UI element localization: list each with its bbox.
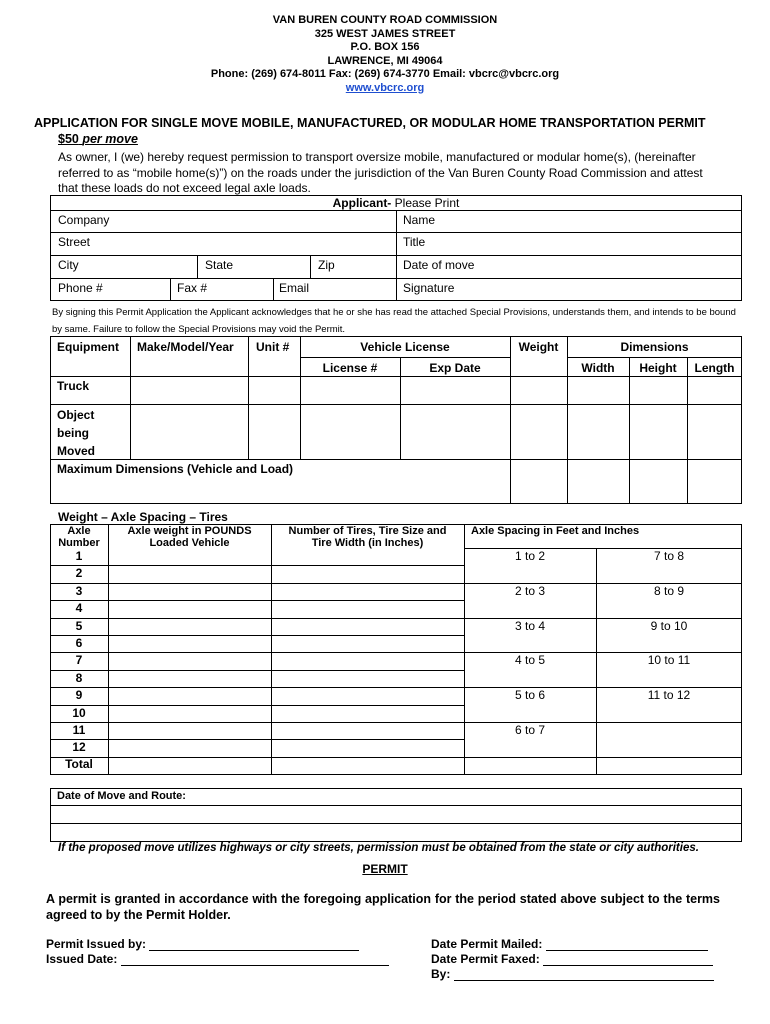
state-field[interactable]: State <box>205 258 234 272</box>
date-faxed-label: Date Permit Faxed: <box>431 952 540 966</box>
col-axle-weight <box>108 525 271 549</box>
col-axle-spacing: Axle Spacing in Feet and Inches <box>471 525 640 537</box>
axle-number: 5 <box>75 618 83 633</box>
fax-field[interactable]: Fax # <box>177 281 208 295</box>
col-unit: Unit # <box>256 340 290 354</box>
fee-unit: per move <box>82 132 138 146</box>
col-axle-label-1: Axle <box>67 525 91 537</box>
org-street: 325 WEST JAMES STREET <box>314 27 456 40</box>
row-object-1: Object <box>57 408 95 422</box>
org-pobox: P.O. BOX 156 <box>350 41 420 53</box>
axle-number: 3 <box>75 583 83 598</box>
axle-spacing-left: 4 to 5 <box>514 653 546 668</box>
col-tires-label-1: Number of Tires, Tire Size and <box>288 525 447 537</box>
date-of-move-field[interactable]: Date of move <box>403 258 475 272</box>
street-field[interactable]: Street <box>58 235 91 249</box>
col-weight-label-2: Loaded Vehicle <box>149 537 230 549</box>
org-contact: Phone: (269) 674-8011 Fax: (269) 674-3770 Email: vbcrc@vbcrc.org <box>210 68 560 80</box>
fee-amount: $50 <box>58 132 79 146</box>
row-object-3: Moved <box>57 444 96 458</box>
col-weight-label-1: Axle weight in POUNDS <box>127 525 252 537</box>
zip-field[interactable]: Zip <box>318 258 335 272</box>
col-weight: Weight <box>518 340 559 354</box>
axle-spacing-right: 11 to 12 <box>647 688 691 703</box>
axle-number: 1 <box>75 549 83 563</box>
acknowledgement-line-1: By signing this Permit Application the Applicant acknowledges that he or she has read the attached Special Provisions, understands them, and intends to be bound <box>52 307 736 318</box>
row-max-dimensions: Maximum Dimensions (Vehicle and Load) <box>57 462 294 476</box>
route-label: Date of Move and Route: <box>57 790 186 802</box>
issued-date[interactable] <box>46 952 389 966</box>
axle-total-label: Total <box>65 757 93 771</box>
col-width: Width <box>581 361 615 375</box>
fee <box>58 132 138 146</box>
axle-spacing-right: 9 to 10 <box>650 618 688 633</box>
col-length: Length <box>694 361 735 375</box>
axle-number: 10 <box>72 705 86 720</box>
col-dimensions: Dimensions <box>620 340 689 354</box>
axle-spacing-right: 10 to 11 <box>647 653 691 668</box>
permit-issued-by[interactable] <box>46 937 359 951</box>
col-tires <box>271 525 464 549</box>
axle-number: 12 <box>72 740 86 755</box>
axle-number: 9 <box>75 688 83 703</box>
org-name: VAN BUREN COUNTY ROAD COMMISSION <box>272 14 498 26</box>
website-link[interactable]: www.vbcrc.org <box>345 81 425 94</box>
applicant-heading <box>50 196 742 210</box>
permit-by[interactable] <box>431 967 714 981</box>
intro-text: As owner, I (we) hereby request permission to transport oversize mobile, manufactured or modular home(s), (hereinafter referred to as “mobile home(s)”) on the roads under the jurisdiction of the Van Buren County Road Commission and attest that these loads do not exceed legal axle loads. <box>58 150 703 195</box>
date-permit-faxed[interactable] <box>431 952 713 966</box>
letterhead <box>0 14 770 95</box>
axle-number: 11 <box>72 723 86 737</box>
col-axle-number <box>50 525 108 549</box>
axle-spacing-left: 3 to 4 <box>514 618 546 633</box>
applicant-heading-note: Please Print <box>391 196 460 210</box>
permit-by-label: By: <box>431 967 451 981</box>
axle-heading: Weight – Axle Spacing – Tires <box>58 510 228 524</box>
date-permit-mailed[interactable] <box>431 937 708 951</box>
axle-number: 7 <box>75 653 83 668</box>
row-object-2: being <box>57 426 89 440</box>
axle-spacing-left: 6 to 7 <box>514 723 546 737</box>
col-vehicle-license: Vehicle License <box>360 340 450 354</box>
col-make-model-year: Make/Model/Year <box>137 340 234 354</box>
axle-spacing-left: 2 to 3 <box>514 583 546 598</box>
axle-number: 4 <box>75 601 83 616</box>
col-height: Height <box>639 361 677 375</box>
acknowledgement-line-2: by same. Failure to follow the Special Provisions may void the Permit. <box>52 324 346 335</box>
axle-spacing-right: 7 to 8 <box>653 549 685 563</box>
applicant-heading-label: Applicant- <box>332 196 392 210</box>
col-equipment: Equipment <box>57 340 119 354</box>
axle-number: 2 <box>75 566 83 581</box>
row-truck: Truck <box>57 379 90 393</box>
name-field[interactable]: Name <box>403 213 436 227</box>
email-field[interactable]: Email <box>279 281 310 295</box>
org-city: LAWRENCE, MI 49064 <box>327 54 443 67</box>
signature-field[interactable]: Signature <box>403 281 455 295</box>
col-license-number: License # <box>322 361 378 375</box>
phone-field[interactable]: Phone # <box>58 281 103 295</box>
permit-text: A permit is granted in accordance with the foregoing application for the period stated above subject to the terms agreed to by the Permit Holder. <box>46 892 720 922</box>
issued-date-label: Issued Date: <box>46 952 118 966</box>
axle-spacing-left: 1 to 2 <box>514 549 546 563</box>
city-field[interactable]: City <box>58 258 79 272</box>
axle-number: 8 <box>75 670 83 685</box>
title-field[interactable]: Title <box>403 235 426 249</box>
axle-number: 6 <box>75 636 83 650</box>
col-exp-date: Exp Date <box>429 361 481 375</box>
col-tires-label-2: Tire Width (in Inches) <box>311 537 424 549</box>
date-mailed-label: Date Permit Mailed: <box>431 937 543 951</box>
axle-spacing-left: 5 to 6 <box>514 688 546 703</box>
company-field[interactable]: Company <box>58 213 110 227</box>
permit-issued-by-label: Permit Issued by: <box>46 937 147 951</box>
col-axle-label-2: Number <box>58 537 100 549</box>
permit-heading: PERMIT <box>362 862 408 876</box>
route-note: If the proposed move utilizes highways or city streets, permission must be obtained from the state or city authorities. <box>58 842 699 854</box>
form-title: APPLICATION FOR SINGLE MOVE MOBILE, MANUFACTURED, OR MODULAR HOME TRANSPORTATION PERMIT <box>34 116 706 130</box>
axle-spacing-right: 8 to 9 <box>653 583 685 598</box>
